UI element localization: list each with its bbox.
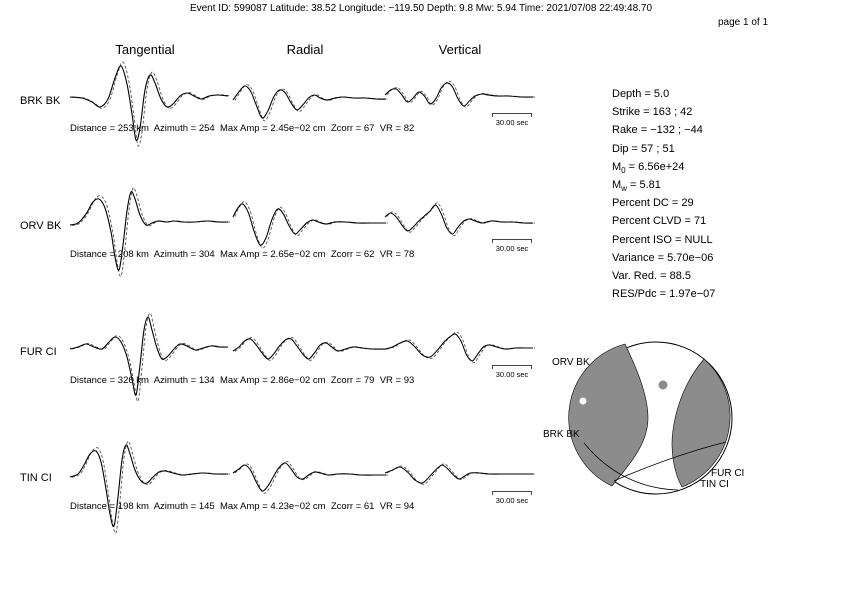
beachball-station-label-orv: ORV BK — [552, 357, 590, 368]
station-label-orv: ORV BK — [20, 220, 62, 232]
observed-trace — [385, 465, 533, 483]
waveform-tangential-orv — [70, 187, 230, 257]
time-scale-label: 30.00 sec — [495, 496, 529, 505]
solution-line: Depth = 5.0 — [612, 88, 670, 100]
station-label-fur: FUR CI — [20, 346, 57, 358]
synthetic-trace — [235, 462, 388, 494]
observed-trace — [233, 86, 386, 118]
axis-dot-gray — [659, 381, 668, 390]
time-scale-label: 30.00 sec — [495, 118, 529, 127]
waveform-radial-brk — [233, 62, 388, 132]
observed-trace — [233, 204, 386, 245]
observed-trace — [70, 445, 228, 527]
solution-line: Percent DC = 29 — [612, 197, 694, 210]
synthetic-trace — [72, 441, 230, 533]
page-number: page 1 of 1 — [718, 17, 769, 28]
column-header-vertical: Vertical — [438, 42, 482, 57]
station-info-line: Distance = 253 km Azimuth = 254 Max Amp = 2.45e−02 cm Zcorr = 67 VR = 82 — [70, 123, 415, 134]
solution-panel — [612, 85, 715, 303]
solution-line: Strike = 163 ; 42 — [612, 106, 693, 119]
waveform-radial-tin — [233, 439, 388, 509]
time-scale-bar — [492, 239, 532, 243]
waveform-tangential-fur — [70, 313, 230, 383]
beachball-station-label-fur: FUR CI — [711, 468, 745, 479]
observed-trace — [385, 83, 533, 106]
station-label-tin: TIN CI — [20, 472, 52, 484]
column-header-radial: Radial — [286, 42, 324, 57]
observed-trace — [385, 334, 533, 361]
time-scale-bar — [492, 113, 532, 117]
station-label-brk: BRK BK — [20, 95, 61, 107]
waveform-tangential-tin — [70, 439, 230, 509]
waveform-radial-fur — [233, 313, 388, 383]
waveform-radial-orv — [233, 187, 388, 257]
synthetic-trace — [72, 188, 230, 277]
time-scale-label: 30.00 sec — [495, 244, 529, 253]
solution-line: RES/Pdc = 1.97e−07 — [612, 288, 716, 301]
solution-line: Variance = 5.70e−06 — [612, 251, 714, 264]
station-info-line: Distance = 326 km Azimuth = 134 Max Amp = 2.86e−02 cm Zcorr = 79 VR = 93 — [70, 375, 415, 386]
beachball-station-label-brk: BRK BK — [543, 429, 580, 440]
observed-trace — [385, 205, 533, 234]
solution-line: Percent CLVD = 71 — [612, 215, 707, 228]
column-header-tangential: Tangential — [115, 42, 175, 57]
solution-line: Rake = −132 ; −44 — [612, 124, 703, 137]
solution-line: Percent ISO = NULL — [612, 233, 713, 246]
station-dot-white — [580, 398, 587, 405]
time-scale-label: 30.00 sec — [495, 370, 529, 379]
solution-line: Var. Red. = 88.5 — [612, 269, 691, 282]
solution-line: Dip = 57 ; 51 — [612, 142, 675, 155]
beachball-station-label-tin: TIN CI — [700, 479, 729, 490]
synthetic-trace — [235, 85, 388, 121]
waveform-tangential-brk — [70, 62, 230, 132]
time-scale-bar — [492, 365, 532, 369]
station-info-line: Distance = 208 km Azimuth = 304 Max Amp = 2.65e−02 cm Zcorr = 62 VR = 78 — [70, 249, 415, 260]
synthetic-trace — [387, 332, 535, 363]
time-scale-bar — [492, 491, 532, 495]
event-header-title: Event ID: 599087 Latitude: 38.52 Longitude: −119.50 Depth: 9.8 Mw: 5.94 Time: 2021/07/08 22:49:48.70 — [189, 3, 653, 14]
solution-line: $M_0 = 6.56e+24$ — [612, 160, 685, 175]
observed-trace — [233, 339, 386, 359]
station-info-line: Distance = 198 km Azimuth = 145 Max Amp = 4.23e−02 cm Zcorr = 61 VR = 94 — [70, 501, 415, 512]
solution-line: $M_w = 5.81$ — [612, 178, 661, 194]
